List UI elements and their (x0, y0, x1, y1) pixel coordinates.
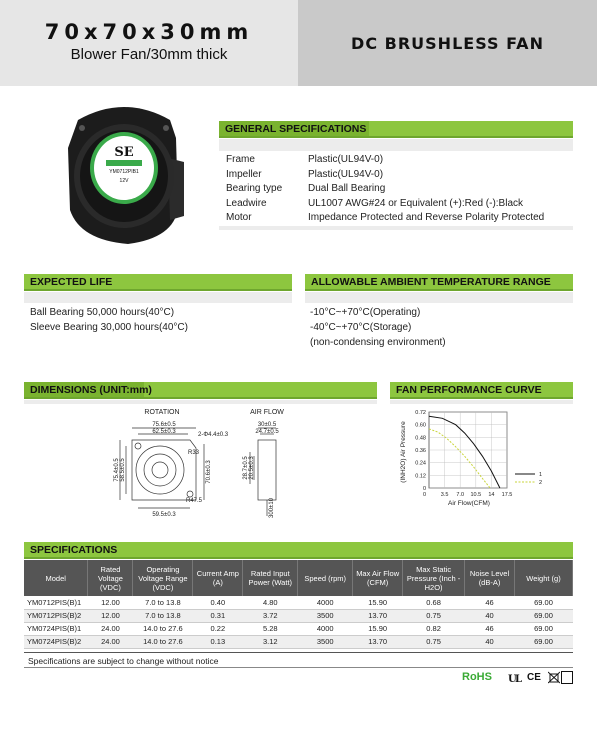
specs-table-cell: YM0724PIS(B)1 (24, 622, 88, 635)
chart-y-tick-label: 0.60 (415, 422, 426, 429)
general-spec-key: Impeller (226, 168, 262, 180)
chart-grid (429, 412, 507, 488)
specs-table-cell: 46 (465, 596, 515, 609)
dim-side-width: 30±0.5 (257, 422, 277, 428)
specs-table-cell: 15.90 (353, 622, 403, 635)
general-spec-bottom-band (219, 226, 573, 230)
specs-column-header: Speed (rpm) (298, 560, 353, 596)
chart-origin-label: 0 (422, 492, 426, 498)
general-spec-value: Plastic(UL94V-0) (308, 154, 384, 165)
expected-life-heading: EXPECTED LIFE (30, 276, 113, 288)
chart-y-tick-label: 0 (422, 486, 426, 492)
general-spec-value: UL1007 AWG#24 or Equivalent (+):Red (-):Black (308, 197, 524, 209)
curve-heading: FAN PERFORMANCE CURVE (396, 384, 542, 396)
dim-lead-length: 300±10 (269, 498, 275, 518)
dim-mid-height: 58.5±0.5 (120, 458, 126, 482)
specs-table-cell: 5.28 (243, 622, 298, 635)
svg-text:U: U (508, 674, 517, 684)
expected-life-heading-bar (24, 274, 292, 291)
rohs-logo: RoHS (462, 671, 492, 683)
temperature-heading: ALLOWABLE AMBIENT TEMPERATURE RANGE (311, 276, 551, 288)
specs-note: Specifications are subject to change without notice (28, 656, 219, 666)
specs-table-cell: 0.40 (193, 596, 243, 609)
general-spec-row (226, 153, 572, 168)
ce-logo: CE (527, 672, 541, 683)
specs-table-body (24, 596, 573, 648)
expected-life-band (24, 292, 292, 303)
dim-left-height: 75.4±0.5 (114, 458, 120, 482)
chart-y-tick-label: 0.24 (415, 460, 426, 467)
specs-table-cell: YM0712PIS(B)1 (24, 596, 88, 609)
specs-table-cell: 0.13 (193, 635, 243, 648)
specs-column-header: Noise Level (dB-A) (465, 560, 515, 596)
specs-table-cell: 12.00 (88, 609, 133, 622)
ul-icon (508, 672, 524, 684)
specs-table-cell: YM0712PIS(B)2 (24, 609, 88, 622)
svg-text:L: L (515, 674, 523, 684)
chart-y-tick-label: 0.72 (415, 410, 426, 416)
chart-series-line-2 (429, 429, 490, 488)
specs-table (24, 560, 573, 649)
specs-heading: SPECIFICATIONS (30, 544, 118, 556)
specs-table-cell: 12.00 (88, 596, 133, 609)
header-left-panel (0, 0, 298, 86)
certification-box-icon (561, 671, 573, 684)
specs-footer-rule (24, 667, 573, 668)
specs-table-cell: 0.75 (403, 635, 465, 648)
dimensions-heading: DIMENSIONS (UNIT:mm) (30, 384, 152, 396)
dim-side-height-1: 28.7±0.5 (243, 456, 249, 480)
product-subtitle: Blower Fan/30mm thick (70, 46, 228, 63)
fan-label-model: YM0712PIB1 (109, 169, 139, 175)
general-spec-row (226, 197, 572, 212)
chart-xlabel: Air Flow(CFM) (448, 500, 490, 507)
specs-table-cell: 13.70 (353, 635, 403, 648)
specs-heading-bar (24, 542, 573, 559)
dim-r33: R33 (188, 450, 200, 456)
specs-table-cell: YM0724PIS(B)2 (24, 635, 88, 648)
chart-legend-label: 1 (539, 472, 543, 478)
fan-label-brand: SE (114, 145, 134, 160)
specs-table-cell: 0.75 (403, 609, 465, 622)
product-category: DC BRUSHLESS FAN (351, 33, 544, 53)
performance-chart (395, 404, 575, 509)
general-spec-value: Plastic(UL94V-0) (308, 168, 384, 180)
dim-top-width: 75.6±0.5 (152, 422, 176, 428)
chart-x-tick-label: 17.5 (501, 492, 513, 498)
specs-table-cell: 46 (465, 622, 515, 635)
general-spec-key: Bearing type (226, 183, 283, 194)
fan-label-voltage: 12V (119, 178, 129, 184)
dimension-drawing (110, 404, 310, 524)
chart-y-tick-label: 0.48 (415, 435, 426, 442)
dim-hole: 2-Φ4.4±0.3 (198, 432, 229, 438)
life-ball-bearing: Ball Bearing 50,000 hours(40°C) (30, 307, 175, 318)
general-spec-value: Dual Ball Bearing (308, 183, 386, 194)
specs-table-row (24, 596, 573, 609)
temp-operating: -10°C~+70°C(Operating) (310, 307, 421, 318)
dim-inner-width: 62.5±0.3 (152, 429, 176, 435)
general-spec-top-band (219, 139, 573, 151)
specs-column-header: Current Amp (A) (193, 560, 243, 596)
specs-table-row (24, 635, 573, 648)
specs-table-cell: 69.00 (515, 609, 573, 622)
curve-heading-bar (390, 382, 573, 399)
specs-table-cell: 0.31 (193, 609, 243, 622)
specs-table-cell: 4000 (298, 596, 353, 609)
dimensions-heading-bar (24, 382, 377, 399)
chart-x-tick-label: 3.5 (440, 492, 449, 498)
weee-bin-icon (548, 671, 560, 684)
specs-table-cell: 15.90 (353, 596, 403, 609)
chart-x-tick-label: 14 (488, 492, 495, 498)
specs-column-header: Max Static Pressure (Inch -H2O) (403, 560, 465, 596)
specs-table-row (24, 609, 573, 622)
general-spec-key: Motor (226, 212, 252, 223)
chart-lines (429, 416, 500, 488)
chart-ylabel: (INH2O) Air Pressure (400, 421, 407, 483)
specs-column-header: Operating Voltage Range (VDC) (133, 560, 193, 596)
life-sleeve-bearing: Sleeve Bearing 30,000 hours(40°C) (30, 322, 188, 333)
specs-table-cell: 40 (465, 635, 515, 648)
general-spec-value: Impedance Protected and Reverse Polarity Protected (308, 212, 545, 223)
specs-table-cell: 69.00 (515, 635, 573, 648)
header-right-panel (298, 0, 597, 86)
rotation-label: ROTATION (144, 409, 180, 416)
airflow-label: AIR FLOW (250, 409, 284, 416)
specs-table-cell: 0.68 (403, 596, 465, 609)
general-spec-key: Frame (226, 154, 255, 165)
dim-side-width-2: 24.7±0.5 (255, 429, 279, 435)
specs-table-cell: 24.00 (88, 635, 133, 648)
specs-table-cell: 24.00 (88, 622, 133, 635)
dim-bottom-width: 59.5±0.3 (152, 512, 176, 518)
general-spec-row (226, 168, 572, 183)
chart-series-line-1 (429, 416, 500, 488)
chart-legend-label: 2 (539, 480, 543, 486)
specs-table-cell: 0.22 (193, 622, 243, 635)
dim-right-height: 70.6±0.3 (206, 460, 212, 484)
temperature-band (305, 292, 573, 303)
specs-table-cell: 7.0 to 13.8 (133, 609, 193, 622)
specs-table-cell: 3500 (298, 609, 353, 622)
temp-condensing-note: (non-condensing environment) (310, 337, 446, 348)
specs-column-header: Model (24, 560, 88, 596)
dim-r47: R47.5 (186, 498, 203, 504)
chart-legend (515, 472, 542, 486)
chart-x-tick-label: 10.5 (470, 492, 482, 498)
specs-table-row (24, 622, 573, 635)
general-spec-heading: GENERAL SPECIFICATIONS (225, 123, 367, 135)
general-spec-key: Leadwire (226, 197, 267, 209)
specs-table-cell: 7.0 to 13.8 (133, 596, 193, 609)
specs-table-cell: 40 (465, 609, 515, 622)
specs-table-cell: 69.00 (515, 622, 573, 635)
temperature-heading-bar (305, 274, 573, 291)
specs-table-header (24, 560, 573, 596)
temp-storage: -40°C~+70°C(Storage) (310, 322, 412, 333)
specs-table-cell: 3500 (298, 635, 353, 648)
specs-column-header: Max Air Flow (CFM) (353, 560, 403, 596)
fan-product-image (58, 98, 190, 246)
specs-table-cell: 13.70 (353, 609, 403, 622)
specs-table-cell: 14.0 to 27.6 (133, 635, 193, 648)
product-size-title: 70x70x30mm (44, 20, 254, 44)
chart-y-tick-label: 0.12 (415, 473, 426, 480)
specs-column-header: Rated Input Power (Watt) (243, 560, 298, 596)
general-spec-row (226, 182, 572, 197)
specs-table-cell: 14.0 to 27.6 (133, 622, 193, 635)
general-spec-heading-bar (219, 121, 573, 138)
dim-side-height-2: 20.5±0.3 (249, 456, 255, 480)
specs-bottom-rule (24, 652, 573, 653)
specs-table-cell: 3.12 (243, 635, 298, 648)
specs-table-cell: 4.80 (243, 596, 298, 609)
specs-column-header: Weight (g) (515, 560, 573, 596)
specs-table-cell: 4000 (298, 622, 353, 635)
specs-table-cell: 69.00 (515, 596, 573, 609)
chart-y-tick-label: 0.36 (415, 448, 426, 454)
specs-table-cell: 0.82 (403, 622, 465, 635)
specs-column-header: Rated Voltage (VDC) (88, 560, 133, 596)
specs-table-cell: 3.72 (243, 609, 298, 622)
general-spec-row (226, 211, 572, 226)
chart-x-tick-label: 7.0 (456, 492, 465, 498)
